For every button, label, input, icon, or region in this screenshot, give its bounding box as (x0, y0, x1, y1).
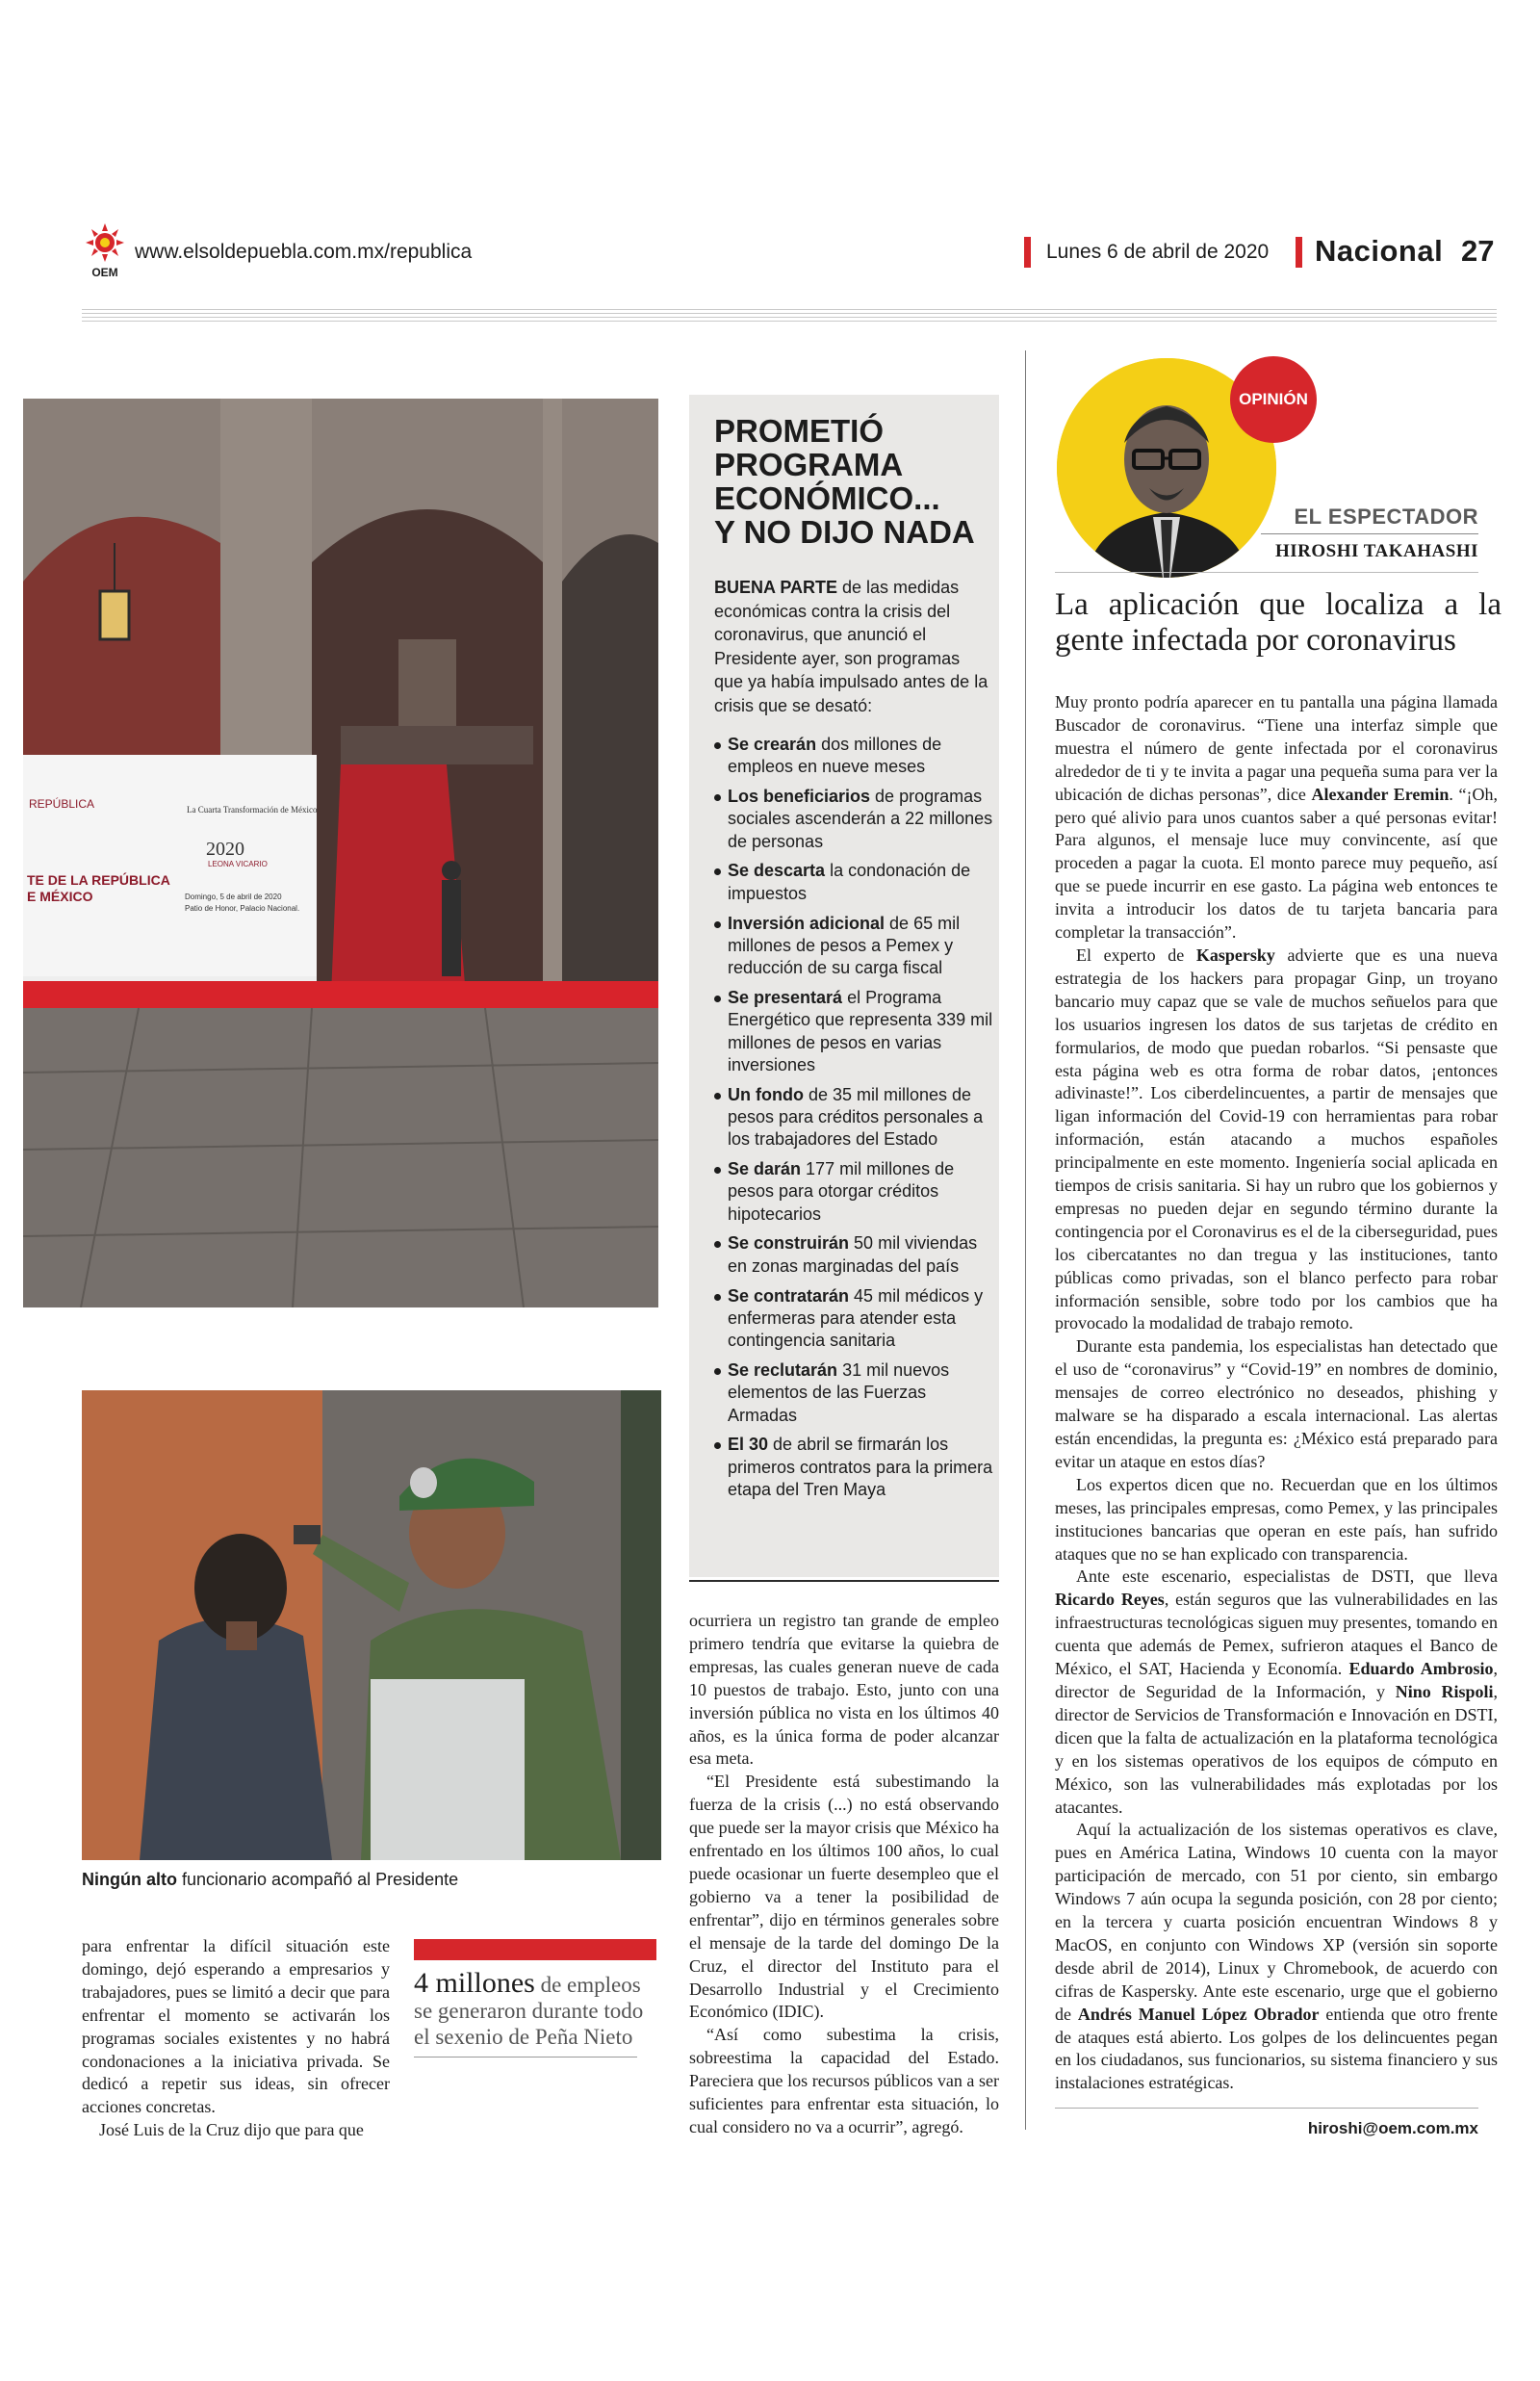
sidebar-title-line: PROGRAMA (714, 447, 904, 482)
sidebar-title-line: PROMETIÓ (714, 413, 885, 449)
page-number: 27 (1461, 234, 1495, 268)
columnist-email[interactable]: hiroshi@oem.com.mx (1307, 2119, 1478, 2137)
site-url[interactable]: www.elsoldepuebla.com.mx/republica (135, 241, 473, 263)
header-accent-bar (1024, 237, 1031, 268)
opinion-headline: La aplicación que localiza a la gente infectada por coronavirus (1055, 587, 1502, 658)
article-column-middle (689, 1610, 999, 2139)
article-paragraph: “El Presidente está subestimando la fuerza de la crisis (...) no está observando que puede ser la mayor crisis que México ha enfrentado en los últimos 100 años, lo cual puede ocasionar un fuerte desempleo que el gobierno va a tener la posibilidad de enfrentar”, dijo en términos generales sobre el mensaje de la tarde del domingo De la Cruz, el director del Instituto para el Desarrollo Industrial y el Crecimiento Económico (IDIC). (689, 1772, 999, 2022)
article-paragraph: José Luis de la Cruz dijo que para que (99, 2120, 364, 2140)
svg-text:REPÚBLICA: REPÚBLICA (29, 797, 95, 811)
article-paragraph: Ante este escenario, especialistas de DSTI, que lleva Ricardo Reyes, están seguros que las vulnerabilidades en las infraestructuras tecnológicas siguen muy presentes, tomando en cuenta que además de Pemex, sufrieron ataques el Banco de México, el SAT, Hacienda y Economía. Eduardo Ambrosio, director de Seguridad de la Información, y Nino Rispoli, director de Servicios de Transformación e Innovación en DSTI, dicen que la falta de actualización en la plataforma tecnológica y en los sistemas operativos de los equipos de cómputo en México, son las vulnerabilidades más explotadas por los atacantes. (1055, 1566, 1499, 1817)
svg-text:LEONA VICARIO: LEONA VICARIO (208, 860, 268, 868)
article-paragraph: El experto de Kaspersky advierte que es una nueva estrategia de los hackers para propagar Ginp, un troyano bancario muy capaz que se vale de muchos señuelos para que los usuarios ingresen los datos de sus tarjetas de crédito en formularios, de modo que puedan robarlos. “Si pensaste que esta página web es otra forma de robar datos, ¡entonces adivinaste!”. Los ciberdelincuentes, a partir de mensajes que ligan información del Covid-19 con herramientas para robar información, están atacando a muchos españoles principalmente en este momento. Ingeniería social aplicada en tiempos de crisis sanitaria. Si hay un rubro que los gobiernos y empresas no pueden dejar en segundo término durante la contingencia por el Coronavirus es el de la ciberseguridad, pues los cibercatantes no dan tregua y las instituciones, tanto públicas como privadas, son el blanco perfecto para robar información sensible, sobre todo por los cambios que ha provocado la modalidad de trabajo remoto. (1055, 945, 1498, 1333)
svg-text:OEM: OEM (91, 266, 118, 279)
header-rule (82, 308, 1497, 322)
column-end-rule (1055, 2108, 1478, 2109)
list-item: Los beneficiarios de programas sociales ascenderán a 22 millones de personas (714, 786, 993, 853)
article-paragraph: “Así como subestima la crisis, sobreestima la capacidad del Estado. Pareciera que los recursos públicos van a ser suficientes para enfrentar esta situación, lo cual considero no va a ocurrir”, agregó. (689, 2025, 999, 2136)
sidebar-intro-text: de las medidas económicas contra la crisis del coronavirus, que anunció el Presidente ayer, son programas que ya había impulsado antes de la crisis que se desató: (714, 578, 988, 715)
article-paragraph: Los expertos dicen que no. Recuerdan que en los últimos meses, las principales empresas, como Pemex, y las principales instituciones bancarias que operan en este país, han sufrido ataques que no se han explicado con transparencia. (1055, 1474, 1498, 1564)
column-kicker: EL ESPECTADOR (1294, 505, 1478, 529)
title-rule (1055, 572, 1478, 573)
svg-text:E MÉXICO: E MÉXICO (27, 889, 93, 904)
palace-photo (23, 399, 658, 1307)
list-item: Se crearán dos millones de empleos en nueve meses (714, 734, 993, 779)
svg-text:2020: 2020 (206, 839, 244, 860)
sidebar-bottom-rule (689, 1580, 999, 1582)
opinion-badge: OPINIÓN (1230, 356, 1317, 443)
sidebar-intro (714, 576, 993, 717)
article-paragraph: Muy pronto podría aparecer en tu pantalla una página llamada Buscador de coronavirus. “Tiene una interfaz simple que muestra el número de gente infectada por el coronavirus alrededor de ti y te invita a pagar una pequeña suma para ver la ubicación de dichas personas”, dice Alexander Eremin. “¡Oh, pero qué alivio para unos cuantos saber a qué personas evitar! Para algunos, el mensaje luce muy convincente, así que proceden a pagar la cuota. El monto parece muy pequeño, así que se puede incurrir en ese gasto. La página web entonces te invita a introducir los datos de tu tarjeta bancaria para completar la transacción”. (1055, 692, 1498, 943)
opinion-body (1055, 691, 1498, 2095)
sidebar-title-line: Y NO DIJO NADA (714, 514, 975, 550)
list-item: Se presentará el Programa Energético que representa 339 mil millones de pesos en varias inversiones (714, 987, 993, 1076)
caption-text: funcionario acompañó al Presidente (176, 1870, 459, 1889)
temperature-check-photo (82, 1390, 661, 1860)
article-paragraph: ocurriera un registro tan grande de empleo primero tendría que evitarse la quiebra de empresas, las cuales generan nueve de cada 10 puestos de trabajo. Esto, junto con una inversión pública no vista en los últimos 40 años, es la única forma de poder alcanzar esa meta. (689, 1611, 999, 1769)
column-divider (1025, 350, 1026, 2130)
pull-quote-bar (414, 1939, 656, 1960)
list-item: Se reclutarán 31 mil nuevos elementos de las Fuerzas Armadas (714, 1359, 993, 1427)
list-item: Se construirán 50 mil viviendas en zonas marginadas del país (714, 1232, 993, 1278)
svg-text:Patio de Honor, Palacio Nacion: Patio de Honor, Palacio Nacional. (185, 904, 300, 913)
sidebar-intro-lead: BUENA PARTE (714, 578, 838, 597)
sidebar-title (714, 414, 993, 549)
list-item: Se darán 177 mil millones de pesos para otorgar créditos hipotecarios (714, 1158, 993, 1226)
svg-text:La Cuarta Transformación de Mé: La Cuarta Transformación de México (187, 805, 318, 815)
pull-quote-number: 4 millones (414, 1967, 535, 1999)
svg-text:TE DE LA REPÚBLICA: TE DE LA REPÚBLICA (27, 872, 170, 888)
list-item: Un fondo de 35 mil millones de pesos para créditos personales a los trabajadores del Estado (714, 1084, 993, 1152)
oem-logo (82, 223, 128, 279)
article-paragraph: Aquí la actualización de los sistemas operativos es clave, pues en América Latina, Windows 10 cuenta con la mayor participación de mercado, con 51 por ciento, sin embargo Windows 7 aún ocupa la segunda posición, con 28 por ciento; en la tercera y cuarta posición encuentran Windows 8 y MacOS, en conjunto con Windows XP (versión sin soporte desde abril de 2014), Linux y Chromebook, de acuerdo con cifras de Kaspersky. Ante este escenario, urge que el gobierno de Andrés Manuel López Obrador entienda que otro frente de ataques está abierto. Los golpes de los delincuentes pegan en los ciudadanos, sus funcionarios, su sistema financiero y sus instalaciones estratégicas. (1055, 1820, 1498, 2093)
section-name: Nacional (1315, 234, 1444, 268)
header-accent-bar (1296, 237, 1302, 268)
caption-lead: Ningún alto (82, 1870, 177, 1889)
article-paragraph: para enfrentar la difícil situación este domingo, dejó esperando a empresarios y trabajadores, pues se limitó a decir que para enfrentar el momento se activarán los programas sociales existentes y no habrá condonaciones a la iniciativa privada. Se dedicó a repetir sus ideas, sin ofrecer acciones concretas. (82, 1936, 390, 2117)
article-column-left (82, 1935, 390, 2142)
sidebar-title-line: ECONÓMICO... (714, 480, 940, 516)
article-paragraph: Durante esta pandemia, los especialistas han detectado que el uso de “coronavirus” y “Covid-19” en nombres de dominio, mensajes de correo electrónico no deseados, phishing y malware se ha disparado a escala internacional. Las alertas están encendidas, la pregunta es: ¿México está preparado para evitar un ataque en estos días? (1055, 1336, 1498, 1471)
issue-date: Lunes 6 de abril de 2020 (1046, 241, 1270, 263)
sidebar-list (714, 734, 993, 1509)
list-item: Se contratarán 45 mil médicos y enfermeras para atender esta contingencia sanitaria (714, 1285, 993, 1353)
list-item: Inversión adicional de 65 mil millones de pesos a Pemex y reducción de su carga fiscal (714, 913, 993, 980)
pull-quote-text: de empleos se generaron durante todo el sexenio de Peña Nieto (414, 1973, 644, 2049)
list-item: El 30 de abril se firmarán los primeros contratos para la primera etapa del Tren Maya (714, 1434, 993, 1501)
pull-quote (414, 1967, 656, 2050)
photo-caption (82, 1868, 659, 1891)
svg-text:Domingo, 5 de abril de 2020: Domingo, 5 de abril de 2020 (185, 893, 282, 901)
kicker-rule (1261, 533, 1478, 534)
list-item: Se descarta la condonación de impuestos (714, 860, 993, 905)
columnist-name: HIROSHI TAKAHASHI (1274, 541, 1478, 561)
